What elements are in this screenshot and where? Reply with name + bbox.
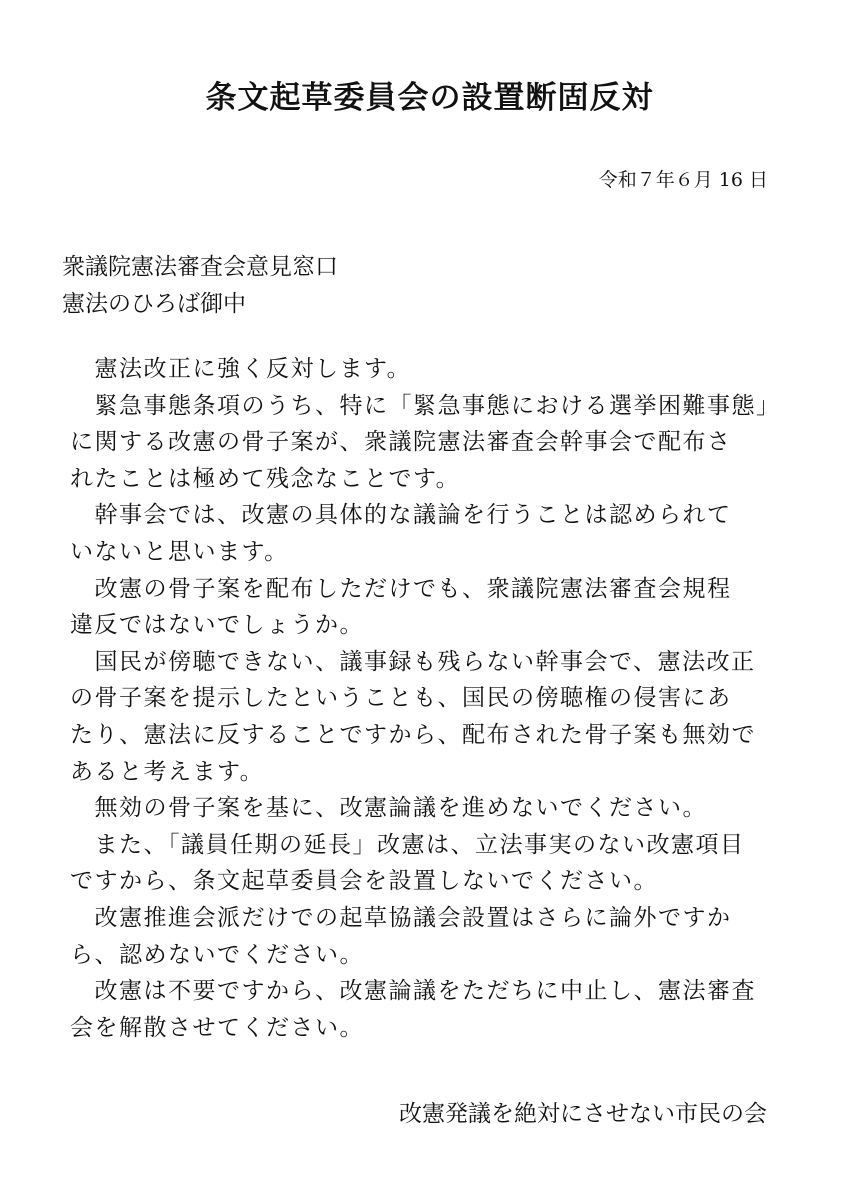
body-line: ら、認めないでください。 (70, 941, 364, 968)
body-line: れたことは極めて残念なことです。 (70, 465, 461, 492)
body-line: 会を解散させてください。 (70, 1014, 364, 1041)
body-line: 無効の骨子案を基に、改憲論議を進めないでください。 (70, 795, 707, 822)
body-line: 緊急事態条項のうち、特に「緊急事態における選挙困難事態」 (70, 392, 781, 419)
document-title: 条文起草委員会の設置断固反対 (205, 80, 654, 116)
body-line: たり、憲法に反することですから、配布された骨子案も無効で (70, 721, 756, 748)
addressee-line: 衆議院憲法審査会意見窓口 (62, 254, 338, 280)
addressee-block (62, 249, 338, 323)
body-line: 幹事会では、改憲の具体的な議論を行うことは認められて (70, 502, 732, 529)
addressee-line: 憲法のひろば御中 (62, 291, 246, 317)
signature: 改憲発議を絶対にさせない市民の会 (399, 1101, 767, 1127)
body-line: 国民が傍聴できない、議事録も残らない幹事会で、憲法改正 (70, 648, 756, 675)
body-line: いないと思います。 (70, 538, 289, 565)
body-line: の骨子案を提示したということも、国民の傍聴権の侵害にあ (70, 685, 732, 712)
body-line: に関する改憲の骨子案が、衆議院憲法審査会幹事会で配布さ (70, 429, 732, 456)
letter-body (70, 351, 790, 1046)
body-line: 改憲の骨子案を配布しただけでも、衆議院憲法審査会規程 (70, 575, 732, 602)
body-line: ですから、条文起草委員会を設置しないでください。 (70, 868, 658, 895)
body-line: 改憲は不要ですから、改憲論議をただちに中止し、憲法審査 (70, 978, 756, 1005)
document-date: 令和７年６月 16 日 (598, 169, 768, 191)
body-line: 違反ではないでしょうか。 (70, 612, 364, 639)
body-line: 憲法改正に強く反対します。 (70, 356, 412, 382)
body-line: 改憲推進会派だけでの起草協議会設置はさらに論外ですか (70, 904, 732, 931)
body-line: また、「議員任期の延長」改憲は、立法事実のない改憲項目 (70, 831, 745, 858)
body-line: あると考えます。 (70, 758, 265, 785)
